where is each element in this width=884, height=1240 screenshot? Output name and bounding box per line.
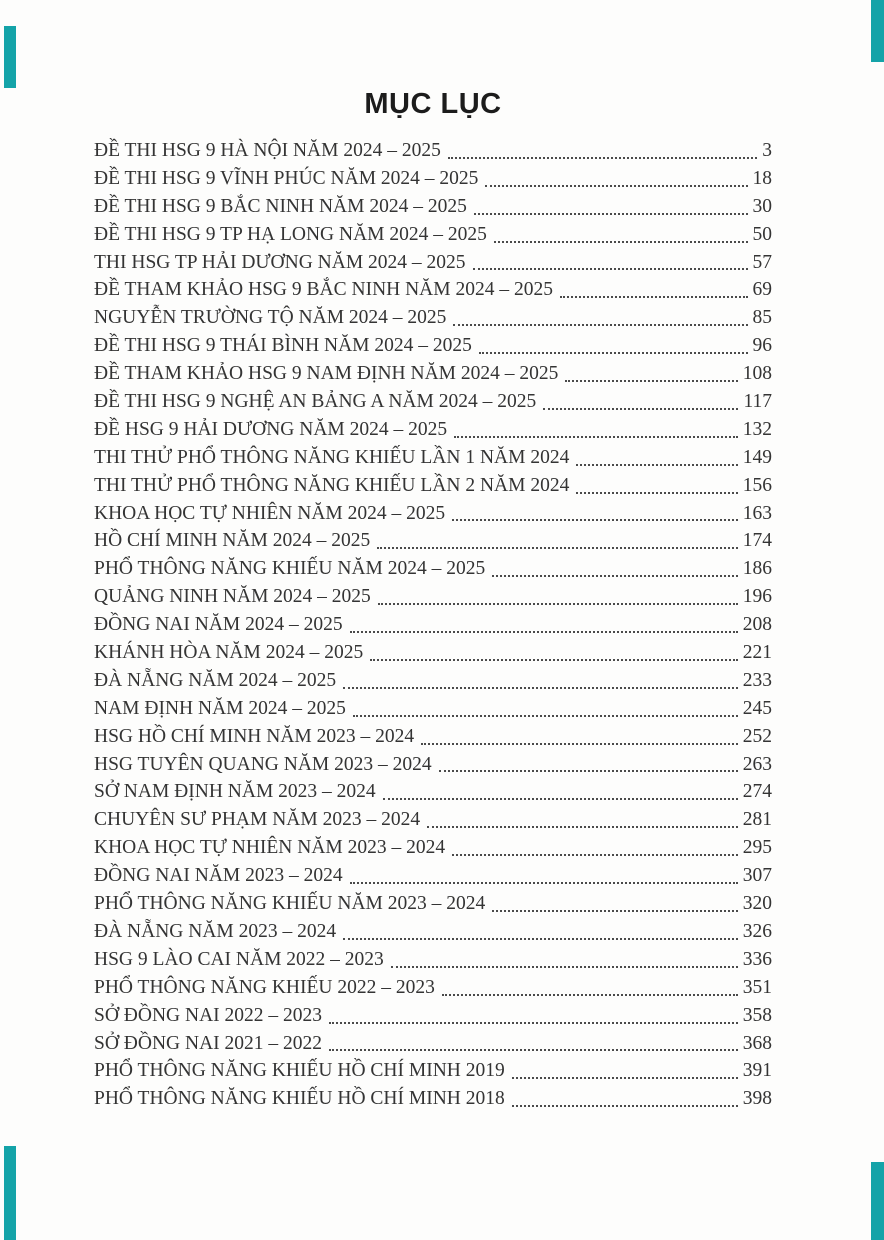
toc-entry bbox=[94, 946, 772, 974]
toc-entry-title: KHOA HỌC TỰ NHIÊN NĂM 2023 – 2024 bbox=[94, 837, 446, 859]
dot-leader bbox=[353, 695, 738, 723]
toc-entry bbox=[94, 974, 772, 1002]
toc-entry-title: QUẢNG NINH NĂM 2024 – 2025 bbox=[94, 586, 371, 608]
toc-entry-title: ĐỀ THI HSG 9 HÀ NỘI NĂM 2024 – 2025 bbox=[94, 140, 441, 161]
dot-leader bbox=[560, 276, 748, 304]
dot-leader bbox=[370, 639, 738, 667]
toc-entry-title: ĐỀ THAM KHẢO HSG 9 BẮC NINH NĂM 2024 – 2025 bbox=[94, 279, 553, 301]
toc-entry-page-number: 85 bbox=[752, 307, 772, 329]
dot-leader bbox=[421, 723, 738, 751]
toc-entry bbox=[94, 360, 772, 388]
toc-entry-page-number: 30 bbox=[752, 195, 772, 217]
dot-leader bbox=[343, 667, 738, 695]
dot-leader bbox=[479, 332, 748, 360]
dot-leader bbox=[512, 1057, 738, 1085]
toc-entry bbox=[94, 416, 772, 444]
toc-entry-page-number: 208 bbox=[742, 614, 772, 636]
toc-entry-page-number: 307 bbox=[742, 865, 772, 887]
page-title: MỤC LỤC bbox=[364, 88, 502, 120]
toc-entry bbox=[94, 583, 772, 611]
toc-entry bbox=[94, 1085, 772, 1113]
dot-leader bbox=[448, 137, 757, 165]
toc-entry bbox=[94, 444, 772, 472]
dot-leader bbox=[473, 249, 748, 277]
toc-entry-page-number: 398 bbox=[742, 1088, 772, 1110]
toc-entry-title: ĐỀ THI HSG 9 NGHỆ AN BẢNG A NĂM 2024 – 2025 bbox=[94, 391, 537, 413]
toc-entry-title: KHÁNH HÒA NĂM 2024 – 2025 bbox=[94, 642, 364, 664]
toc-entry-page-number: 233 bbox=[742, 669, 772, 691]
toc-entry-title: PHỔ THÔNG NĂNG KHIẾU HỒ CHÍ MINH 2018 bbox=[94, 1088, 505, 1110]
toc-entry-page-number: 252 bbox=[742, 725, 772, 747]
toc-entry bbox=[94, 834, 772, 862]
toc-list bbox=[94, 137, 772, 1113]
toc-entry-page-number: 3 bbox=[762, 140, 772, 161]
toc-entry-page-number: 117 bbox=[743, 391, 772, 413]
toc-entry-page-number: 358 bbox=[742, 1004, 772, 1026]
toc-entry-title: HSG TUYÊN QUANG NĂM 2023 – 2024 bbox=[94, 753, 432, 775]
toc-entry-title: ĐỀ THI HSG 9 TP HẠ LONG NĂM 2024 – 2025 bbox=[94, 223, 487, 245]
toc-entry-title: ĐỒNG NAI NĂM 2023 – 2024 bbox=[94, 865, 343, 887]
toc-entry bbox=[94, 918, 772, 946]
dot-leader bbox=[452, 834, 738, 862]
toc-entry-page-number: 295 bbox=[742, 837, 772, 859]
toc-entry bbox=[94, 193, 772, 221]
toc-entry-title: PHỔ THÔNG NĂNG KHIẾU 2022 – 2023 bbox=[94, 976, 435, 998]
toc-entry-title: ĐỀ HSG 9 HẢI DƯƠNG NĂM 2024 – 2025 bbox=[94, 418, 448, 440]
toc-entry-title: CHUYÊN SƯ PHẠM NĂM 2023 – 2024 bbox=[94, 809, 421, 831]
dot-leader bbox=[442, 974, 738, 1002]
dot-leader bbox=[454, 416, 738, 444]
toc-entry bbox=[94, 388, 772, 416]
toc-entry bbox=[94, 778, 772, 806]
toc-entry-title: ĐỀ THI HSG 9 THÁI BÌNH NĂM 2024 – 2025 bbox=[94, 335, 472, 357]
dot-leader bbox=[485, 165, 747, 193]
toc-entry bbox=[94, 639, 772, 667]
dot-leader bbox=[427, 806, 738, 834]
toc-entry-page-number: 336 bbox=[742, 948, 772, 970]
toc-entry-page-number: 221 bbox=[742, 642, 772, 664]
toc-entry-page-number: 391 bbox=[742, 1060, 772, 1082]
dot-leader bbox=[329, 1002, 738, 1030]
toc-entry bbox=[94, 527, 772, 555]
toc-entry bbox=[94, 611, 772, 639]
dot-leader bbox=[565, 360, 737, 388]
toc-entry-page-number: 186 bbox=[742, 558, 772, 580]
toc-entry bbox=[94, 165, 772, 193]
toc-entry bbox=[94, 862, 772, 890]
dot-leader bbox=[452, 500, 738, 528]
toc-entry-page-number: 281 bbox=[742, 809, 772, 831]
toc-entry-page-number: 174 bbox=[742, 530, 772, 552]
toc-entry-page-number: 18 bbox=[752, 167, 772, 189]
toc-entry-title: HSG HỒ CHÍ MINH NĂM 2023 – 2024 bbox=[94, 725, 415, 747]
toc-entry bbox=[94, 221, 772, 249]
toc-entry-title: ĐỒNG NAI NĂM 2024 – 2025 bbox=[94, 614, 343, 636]
toc-entry-title: THI HSG TP HẢI DƯƠNG NĂM 2024 – 2025 bbox=[94, 251, 466, 273]
dot-leader bbox=[494, 221, 748, 249]
toc-entry-title: THI THỬ PHỔ THÔNG NĂNG KHIẾU LẦN 2 NĂM 2024 bbox=[94, 474, 570, 496]
dot-leader bbox=[453, 304, 747, 332]
dot-leader bbox=[377, 527, 738, 555]
toc-entry bbox=[94, 249, 772, 277]
dot-leader bbox=[576, 472, 737, 500]
toc-entry-page-number: 368 bbox=[742, 1032, 772, 1054]
dot-leader bbox=[329, 1030, 738, 1058]
toc-entry-page-number: 50 bbox=[752, 223, 772, 245]
toc-entry-title: SỞ ĐỒNG NAI 2022 – 2023 bbox=[94, 1004, 323, 1026]
toc-entry-title: PHỔ THÔNG NĂNG KHIẾU NĂM 2024 – 2025 bbox=[94, 558, 486, 580]
toc-entry bbox=[94, 890, 772, 918]
toc-entry-page-number: 57 bbox=[752, 251, 772, 273]
dot-leader bbox=[492, 890, 737, 918]
toc-entry-page-number: 69 bbox=[752, 279, 772, 301]
dot-leader bbox=[439, 751, 738, 779]
toc-entry-page-number: 263 bbox=[742, 753, 772, 775]
toc-entry bbox=[94, 276, 772, 304]
toc-entry bbox=[94, 806, 772, 834]
toc-entry bbox=[94, 500, 772, 528]
toc-entry-title: NAM ĐỊNH NĂM 2024 – 2025 bbox=[94, 697, 346, 719]
toc-entry-title: PHỔ THÔNG NĂNG KHIẾU NĂM 2023 – 2024 bbox=[94, 893, 486, 915]
dot-leader bbox=[383, 778, 738, 806]
dot-leader bbox=[492, 555, 737, 583]
toc-entry-title: KHOA HỌC TỰ NHIÊN NĂM 2024 – 2025 bbox=[94, 502, 446, 524]
toc-entry bbox=[94, 1002, 772, 1030]
dot-leader bbox=[474, 193, 748, 221]
toc-entry-page-number: 96 bbox=[752, 335, 772, 357]
dot-leader bbox=[512, 1085, 738, 1113]
toc-entry-title: SỞ ĐỒNG NAI 2021 – 2022 bbox=[94, 1032, 323, 1054]
toc-entry bbox=[94, 472, 772, 500]
toc-entry-page-number: 274 bbox=[742, 781, 772, 803]
toc-entry-page-number: 320 bbox=[742, 893, 772, 915]
toc-entry-title: ĐÀ NẴNG NĂM 2023 – 2024 bbox=[94, 920, 337, 942]
dot-leader bbox=[343, 918, 738, 946]
toc-entry bbox=[94, 751, 772, 779]
toc-entry-page-number: 196 bbox=[742, 586, 772, 608]
toc-entry-title: HSG 9 LÀO CAI NĂM 2022 – 2023 bbox=[94, 948, 384, 970]
toc-entry bbox=[94, 1030, 772, 1058]
toc-entry-title: NGUYỄN TRƯỜNG TỘ NĂM 2024 – 2025 bbox=[94, 307, 447, 329]
toc-entry-title: HỒ CHÍ MINH NĂM 2024 – 2025 bbox=[94, 530, 371, 552]
toc-entry-page-number: 132 bbox=[742, 418, 772, 440]
dot-leader bbox=[576, 444, 737, 472]
toc-entry bbox=[94, 723, 772, 751]
toc-entry bbox=[94, 137, 772, 165]
toc-entry-title: ĐỀ THI HSG 9 VĨNH PHÚC NĂM 2024 – 2025 bbox=[94, 167, 479, 189]
toc-entry-page-number: 326 bbox=[742, 920, 772, 942]
toc-entry bbox=[94, 1057, 772, 1085]
toc-entry-title: ĐỀ THAM KHẢO HSG 9 NAM ĐỊNH NĂM 2024 – 2025 bbox=[94, 363, 559, 385]
toc-entry-page-number: 163 bbox=[742, 502, 772, 524]
toc-entry-title: ĐỀ THI HSG 9 BẮC NINH NĂM 2024 – 2025 bbox=[94, 195, 467, 217]
toc-entry-page-number: 156 bbox=[742, 474, 772, 496]
toc-entry-title: SỞ NAM ĐỊNH NĂM 2023 – 2024 bbox=[94, 781, 376, 803]
toc-entry-page-number: 149 bbox=[742, 446, 772, 468]
dot-leader bbox=[350, 862, 738, 890]
toc-entry bbox=[94, 332, 772, 360]
toc-entry-page-number: 245 bbox=[742, 697, 772, 719]
toc-entry bbox=[94, 555, 772, 583]
toc-entry bbox=[94, 667, 772, 695]
toc-entry-page-number: 351 bbox=[742, 976, 772, 998]
dot-leader bbox=[543, 388, 738, 416]
toc-entry-title: PHỔ THÔNG NĂNG KHIẾU HỒ CHÍ MINH 2019 bbox=[94, 1060, 505, 1082]
dot-leader bbox=[391, 946, 738, 974]
toc-entry-title: THI THỬ PHỔ THÔNG NĂNG KHIẾU LẦN 1 NĂM 2024 bbox=[94, 446, 570, 468]
dot-leader bbox=[378, 583, 738, 611]
toc-entry bbox=[94, 304, 772, 332]
toc-entry bbox=[94, 695, 772, 723]
toc-entry-title: ĐÀ NẴNG NĂM 2024 – 2025 bbox=[94, 669, 337, 691]
toc-entry-page-number: 108 bbox=[742, 363, 772, 385]
dot-leader bbox=[350, 611, 738, 639]
